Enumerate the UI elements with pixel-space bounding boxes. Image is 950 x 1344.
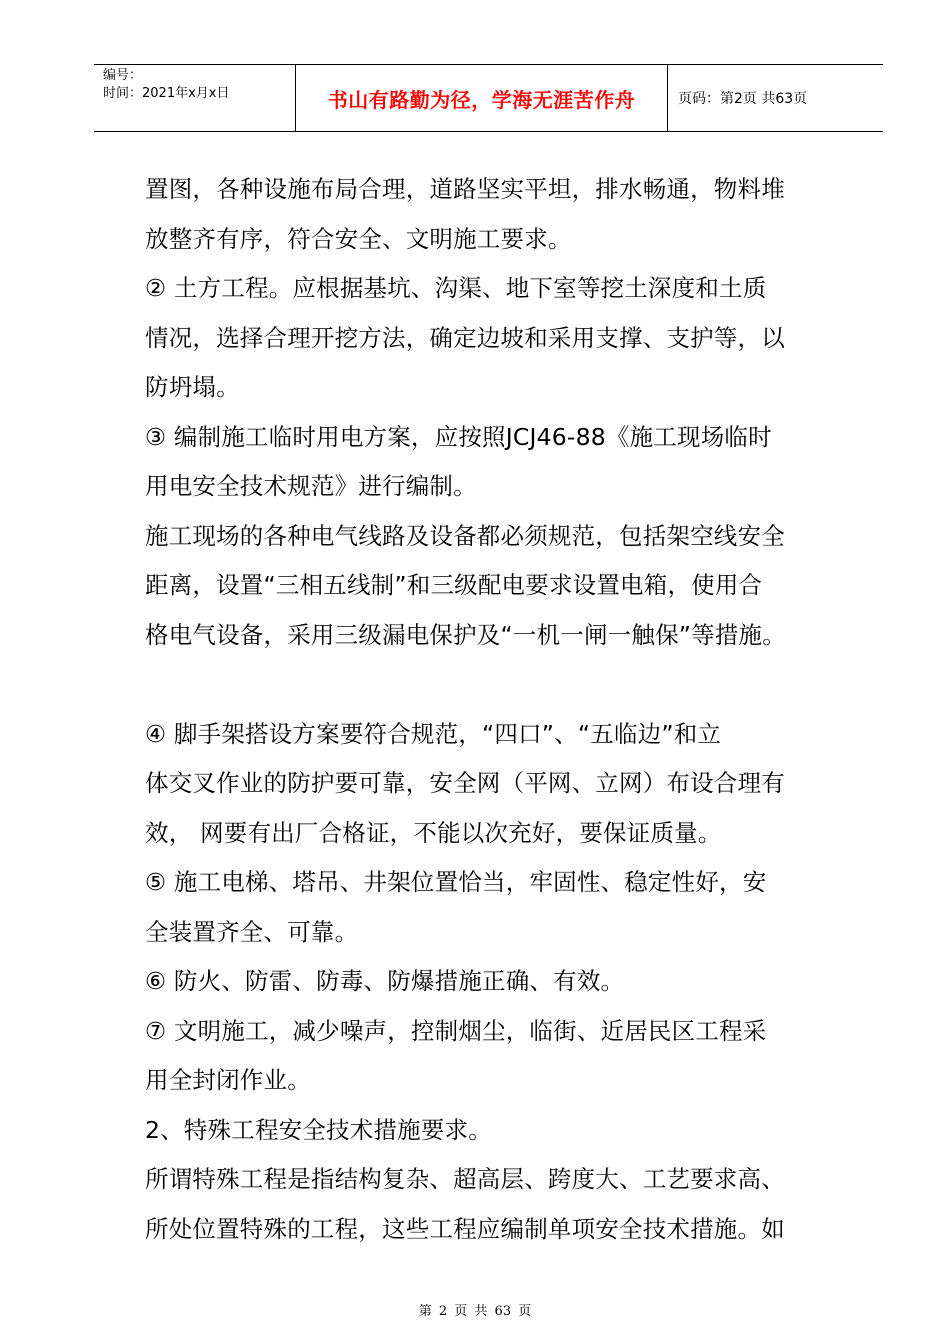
body-line: 全装置齐全、可靠。	[145, 917, 359, 946]
body-line: 体交叉作业的防护要可靠，安全网（平网、立网）布设合理有	[145, 769, 785, 797]
body-line	[145, 660, 845, 710]
body-line: 2、特殊工程安全技术措施要求。	[145, 1115, 492, 1144]
body-line: ⑤ 施工电梯、塔吊、井架位置恰当，牢固性、稳定性好，安	[145, 868, 767, 896]
page-header	[94, 64, 883, 132]
body-line: 距离，设置“三相五线制”和三级配电要求设置电箱，使用合	[145, 571, 763, 599]
header-motto: 书山有路勤为径，学海无涯苦作舟	[295, 65, 668, 131]
page-footer: 第 2 页 共 63 页	[418, 1304, 532, 1319]
body-line: 用全封闭作业。	[145, 1066, 311, 1094]
body-line: 情况，选择合理开挖方法，确定边坡和采用支撑、支护等，以	[145, 323, 785, 352]
body-line: ② 土方工程。应根据基坑、沟渠、地下室等挖土深度和土质	[145, 274, 767, 302]
body-line: ⑥ 防火、防雷、防毒、防爆措施正确、有效。	[145, 967, 625, 995]
header-meta	[94, 65, 295, 131]
body-line: ③ 编制施工临时用电方案，应按照JCJ46-88《施工现场临时	[145, 422, 772, 451]
body-line: 防坍塌。	[145, 373, 240, 401]
body-line: 所处位置特殊的工程，这些工程应编制单项安全技术措施。如	[145, 1214, 785, 1243]
body-line: 置图，各种设施布局合理，道路坚实平坦，排水畅通，物料堆	[145, 175, 785, 203]
date-label: 时间：2021年x月x日	[103, 86, 230, 101]
body-line: 用电安全技术规范》进行编制。	[145, 472, 477, 500]
body-line: 所谓特殊工程是指结构复杂、超高层、跨度大、工艺要求高、	[145, 1165, 785, 1193]
body-line: ⑦ 文明施工，减少噪声，控制烟尘，临街、近居民区工程采	[145, 1016, 767, 1045]
body-line: 放整齐有序，符合安全、文明施工要求。	[145, 224, 572, 253]
body-line: 格电气设备，采用三级漏电保护及“一机一闸一触保”等措施。	[145, 620, 786, 649]
document-body	[145, 165, 845, 1254]
serial-number-label: 编号：	[103, 68, 143, 83]
body-line: 施工现场的各种电气线路及设备都必须规范，包括架空线安全	[145, 521, 785, 550]
body-line: 效， 网要有出厂合格证，不能以次充好，要保证质量。	[145, 818, 722, 847]
header-page-info: 页码：第2页 共63页	[678, 91, 808, 107]
body-line: ④ 脚手架搭设方案要符合规范，“四口”、“五临边”和立	[145, 719, 722, 748]
